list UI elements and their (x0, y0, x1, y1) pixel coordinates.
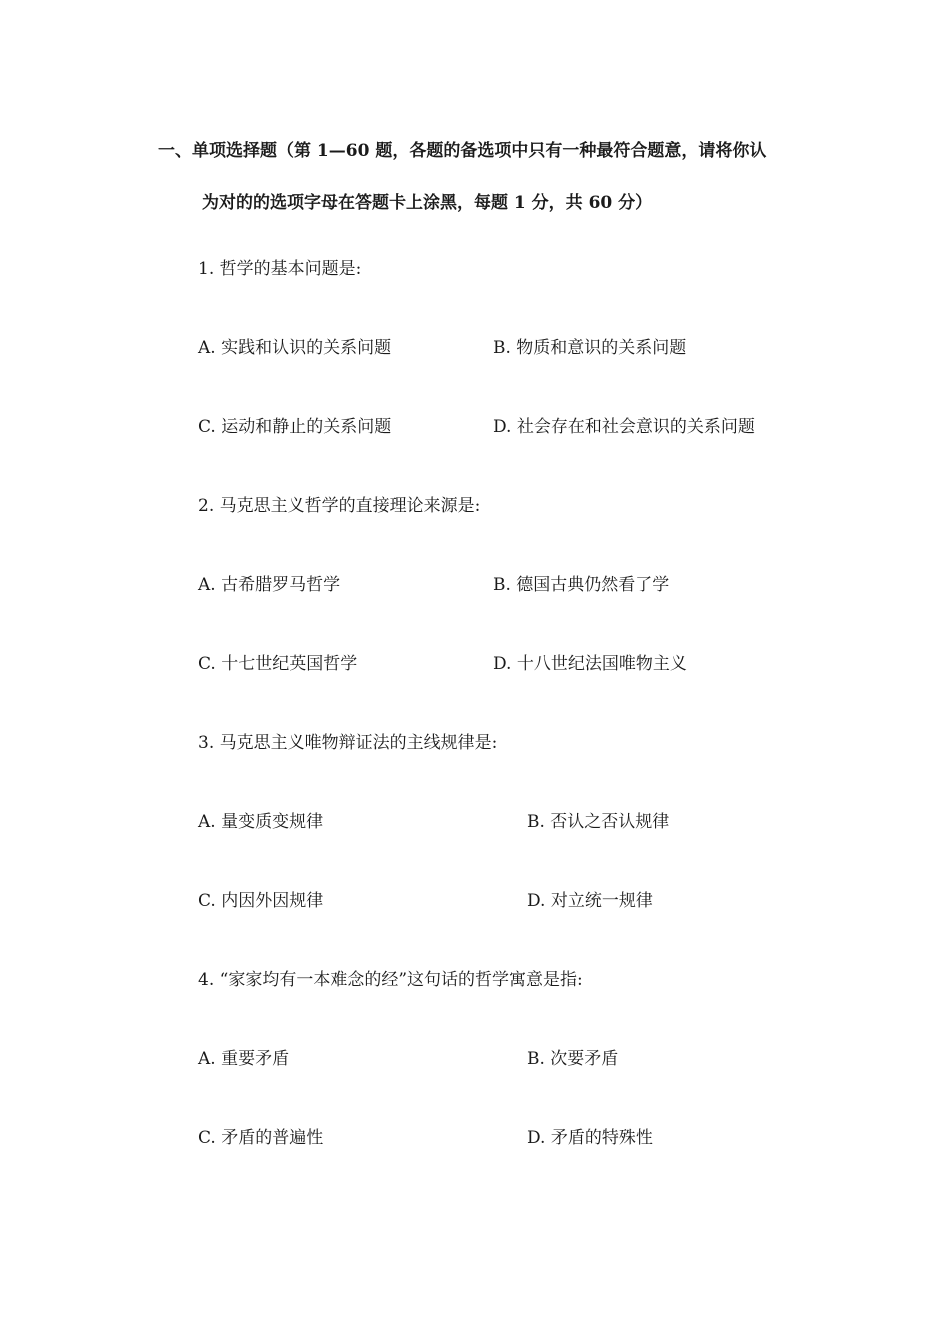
question-2-option-c: C. 十七世纪英国哲学 (198, 654, 358, 674)
question-3-option-a: A. 量变质变规律 (198, 812, 324, 832)
question-4-option-c: C. 矛盾的普遍性 (198, 1128, 324, 1148)
question-4-stem: 4. “家家均有一本难念的经”这句话的哲学寓意是指: (198, 970, 583, 990)
question-1-option-d: D. 社会存在和社会意识的关系问题 (493, 417, 755, 437)
question-3-stem: 3. 马克思主义唯物辩证法的主线规律是: (198, 733, 498, 753)
question-3-option-c: C. 内因外因规律 (198, 891, 324, 911)
question-3-option-d: D. 对立统一规律 (527, 891, 653, 911)
question-4-option-a: A. 重要矛盾 (198, 1049, 290, 1069)
question-2-option-a: A. 古希腊罗马哲学 (198, 575, 341, 595)
question-3-option-b: B. 否认之否认规律 (527, 812, 670, 832)
question-2-option-b: B. 德国古典仍然看了学 (493, 575, 670, 595)
question-4-option-b: B. 次要矛盾 (527, 1049, 619, 1069)
question-4-option-d: D. 矛盾的特殊性 (527, 1128, 653, 1148)
section-heading-line1: 一、单项选择题（第 1—60 题，各题的备选项中只有一种最符合题意，请将你认 (158, 141, 767, 161)
question-1-option-b: B. 物质和意识的关系问题 (493, 338, 687, 358)
question-1-option-a: A. 实践和认识的关系问题 (198, 338, 392, 358)
question-1-stem: 1. 哲学的基本问题是: (198, 259, 362, 279)
question-2-option-d: D. 十八世纪法国唯物主义 (493, 654, 687, 674)
section-heading-line2: 为对的的选项字母在答题卡上涂黑，每题 1 分，共 60 分） (202, 193, 653, 213)
question-1-option-c: C. 运动和静止的关系问题 (198, 417, 392, 437)
question-2-stem: 2. 马克思主义哲学的直接理论来源是: (198, 496, 481, 516)
